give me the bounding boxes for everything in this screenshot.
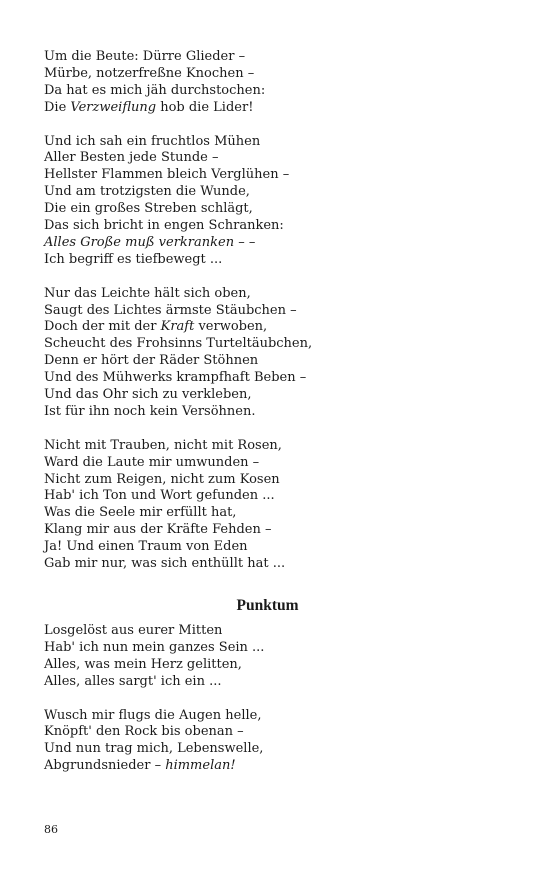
verse-text: Abgrundsnieder – xyxy=(44,758,166,774)
page-number: 86 xyxy=(44,823,58,836)
verse-text: Und nun trag mich, Lebenswelle, xyxy=(44,741,264,757)
verse-emphasis: Kraft xyxy=(160,319,195,335)
verse-text: Und am trotzigsten die Wunde, xyxy=(44,184,250,200)
verse-text: Ward die Laute mir umwunden – xyxy=(44,454,260,470)
poem-title: Punktum xyxy=(236,596,299,614)
verse-text: hob die Lider! xyxy=(156,99,254,115)
verse-text: Scheucht des Frohsinns Turteltäubchen, xyxy=(44,336,313,352)
verse-line xyxy=(44,134,514,151)
verse-text: Alles, was mein Herz gelitten, xyxy=(44,656,242,672)
verse-text: – – xyxy=(234,234,256,250)
poem-continued xyxy=(44,49,514,573)
verse-line xyxy=(44,66,514,83)
verse-line xyxy=(44,724,514,741)
verse-text: Ja! Und einen Traum von Eden xyxy=(44,539,248,555)
verse-text: Mürbe, notzerfreßne Knochen – xyxy=(44,65,255,81)
verse-text: Alles, alles sargt' ich ein ... xyxy=(44,673,222,689)
verse-line xyxy=(44,370,514,387)
verse-text: Aller Besten jede Stunde – xyxy=(44,150,219,166)
verse-line xyxy=(44,741,514,758)
verse-line xyxy=(44,252,514,269)
verse-line xyxy=(44,505,514,522)
verse-text: Die xyxy=(44,99,71,115)
verse-line xyxy=(44,455,514,472)
verse-line xyxy=(44,674,514,691)
verse-line xyxy=(44,758,514,775)
verse-line xyxy=(44,438,514,455)
verse-text: Wusch mir flugs die Augen helle, xyxy=(44,707,262,723)
stanza xyxy=(44,286,514,421)
verse-line xyxy=(44,353,514,370)
stanza xyxy=(44,134,514,269)
stanza xyxy=(44,708,514,776)
verse-emphasis: Verzweiflung xyxy=(70,99,157,115)
verse-line xyxy=(44,522,514,539)
verse-line xyxy=(44,286,514,303)
verse-line xyxy=(44,184,514,201)
verse-text: Losgelöst aus eurer Mitten xyxy=(44,622,223,638)
verse-text: Hab' ich nun mein ganzes Sein ... xyxy=(44,639,265,655)
verse-line xyxy=(44,488,514,505)
verse-text: Gab mir nur, was sich enthüllt hat ... xyxy=(44,556,286,572)
verse-line xyxy=(44,556,514,573)
verse-line xyxy=(44,640,514,657)
verse-text: Was die Seele mir erfüllt hat, xyxy=(44,505,237,521)
verse-text: Die ein großes Streben schlägt, xyxy=(44,201,253,217)
verse-line xyxy=(44,218,514,235)
stanza xyxy=(44,438,514,573)
verse-text: Knöpft' den Rock bis obenan – xyxy=(44,724,244,740)
verse-emphasis: Alles Große muß verkranken xyxy=(44,234,235,250)
verse-line xyxy=(44,404,514,421)
verse-text: Um die Beute: Dürre Glieder – xyxy=(44,49,246,64)
verse-line xyxy=(44,319,514,336)
verse-line xyxy=(44,472,514,489)
stanza xyxy=(44,49,514,117)
verse-line xyxy=(44,83,514,100)
verse-line xyxy=(44,49,514,66)
verse-line xyxy=(44,336,514,353)
verse-line xyxy=(44,623,514,640)
verse-text: Nicht mit Trauben, nicht mit Rosen, xyxy=(44,437,282,453)
stanza xyxy=(44,623,514,691)
poem-punktum xyxy=(44,623,514,775)
verse-text: Nur das Leichte hält sich oben, xyxy=(44,285,251,301)
verse-line xyxy=(44,201,514,218)
verse-text: verwoben, xyxy=(194,319,268,335)
verse-text: Nicht zum Reigen, nicht zum Kosen xyxy=(44,471,280,487)
verse-text: Denn er hört der Räder Stöhnen xyxy=(44,353,259,369)
verse-line xyxy=(44,235,514,252)
verse-line xyxy=(44,150,514,167)
verse-text: Hab' ich Ton und Wort gefunden ... xyxy=(44,488,275,504)
verse-text: Doch der mit der xyxy=(44,319,161,335)
verse-emphasis: himmelan! xyxy=(165,758,236,774)
verse-text: Ist für ihn noch kein Versöhnen. xyxy=(44,403,256,419)
verse-text: Und das Ohr sich zu verkleben, xyxy=(44,387,252,403)
verse-text: Und ich sah ein fruchtlos Mühen xyxy=(44,133,261,149)
verse-line xyxy=(44,539,514,556)
verse-line xyxy=(44,303,514,320)
verse-text: Klang mir aus der Kräfte Fehden – xyxy=(44,522,272,538)
verse-line xyxy=(44,167,514,184)
verse-text: Ich begriff es tiefbewegt ... xyxy=(44,251,223,267)
verse-text: Saugt des Lichtes ärmste Stäubchen – xyxy=(44,302,297,318)
verse-line xyxy=(44,657,514,674)
verse-line xyxy=(44,100,514,117)
verse-line xyxy=(44,387,514,404)
page-content xyxy=(44,49,514,792)
verse-text: Da hat es mich jäh durchstochen: xyxy=(44,82,266,98)
verse-text: Das sich bricht in engen Schranken: xyxy=(44,218,284,234)
verse-text: Und des Mühwerks krampfhaft Beben – xyxy=(44,370,307,386)
verse-line xyxy=(44,708,514,725)
verse-text: Hellster Flammen bleich Verglühen – xyxy=(44,167,290,183)
